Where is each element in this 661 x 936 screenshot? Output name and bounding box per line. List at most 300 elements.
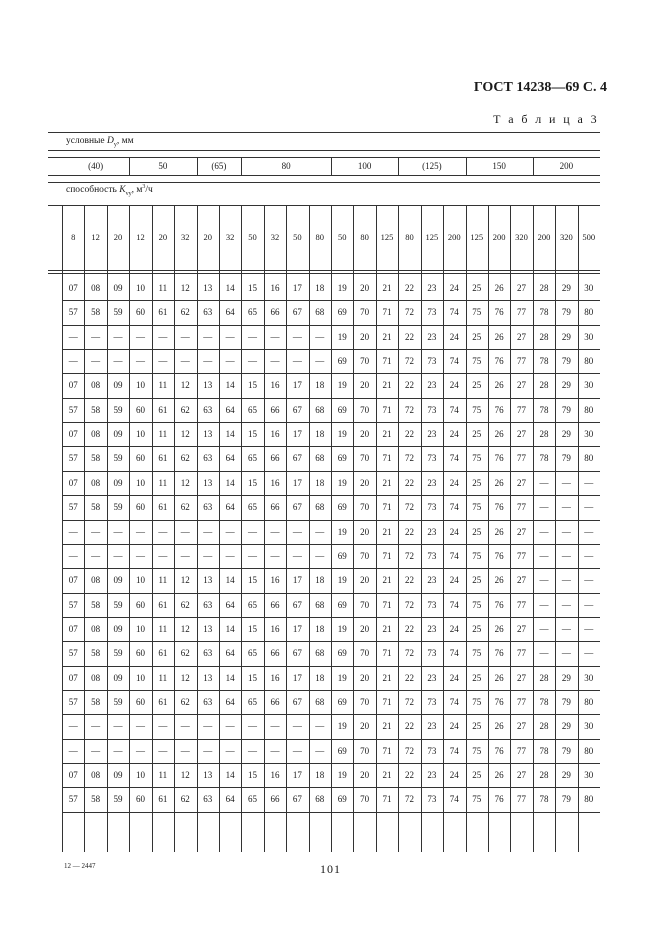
table-cell: — <box>539 550 549 561</box>
table-cell: — <box>158 745 168 756</box>
table-cell: 79 <box>561 696 571 707</box>
table-cell: 15 <box>248 575 258 586</box>
column-header: 12 <box>136 232 145 242</box>
table-cell: 07 <box>68 623 78 634</box>
table-cell: 27 <box>517 623 527 634</box>
table-cell: 25 <box>472 770 482 780</box>
table-cell: 15 <box>248 672 258 683</box>
table-cell: 78 <box>539 307 549 318</box>
table-cell: 65 <box>248 696 258 707</box>
column-header: 80 <box>360 232 369 242</box>
table-cell: — <box>180 745 190 756</box>
table-cell: 71 <box>382 599 392 610</box>
table-cell: 24 <box>449 380 459 391</box>
table-cell: 71 <box>382 307 392 318</box>
table-cell: 28 <box>539 770 549 780</box>
table-cell: 66 <box>270 502 280 513</box>
column-header: 50 <box>293 232 302 242</box>
table-cell: 77 <box>517 648 527 659</box>
table-cell: — <box>203 526 213 537</box>
table-cell: 11 <box>158 672 168 683</box>
table-cell: 25 <box>472 672 482 683</box>
table-cell: 12 <box>180 623 190 634</box>
table-cell: — <box>315 331 325 342</box>
column-header: 320 <box>515 232 528 242</box>
table-cell: 62 <box>180 696 190 707</box>
table-cell: 28 <box>539 672 549 683</box>
table-cell: 29 <box>561 283 571 293</box>
table-cell: 30 <box>584 283 594 293</box>
table-cell: 20 <box>360 477 370 488</box>
table-cell: 70 <box>360 745 370 756</box>
table-cell: 13 <box>203 770 213 780</box>
table-cell: 72 <box>404 550 414 561</box>
table-cell: 80 <box>584 794 594 805</box>
table-cell: 26 <box>494 526 504 537</box>
table-cell: 70 <box>360 307 370 318</box>
table-cell: 67 <box>292 307 302 318</box>
table-cell: 76 <box>494 599 504 610</box>
table-cell: — <box>315 526 325 537</box>
table-cell: 26 <box>494 477 504 488</box>
table-cell: — <box>584 526 594 537</box>
table-cell: 72 <box>404 307 414 318</box>
table-cell: 17 <box>292 283 302 293</box>
table-cell: 62 <box>180 307 190 318</box>
table-cell: 19 <box>337 526 347 537</box>
table-cell: 20 <box>360 623 370 634</box>
table-cell: — <box>91 745 101 756</box>
table-cell: 15 <box>248 770 258 780</box>
table-cell: 12 <box>180 283 190 293</box>
table-cell: 30 <box>584 721 594 732</box>
table-cell: — <box>561 648 571 659</box>
table-cell: 76 <box>494 794 504 805</box>
table-cell: — <box>180 331 190 342</box>
table-rule <box>48 182 600 183</box>
table-cell: 20 <box>360 721 370 732</box>
table-cell: 67 <box>292 502 302 513</box>
table-cell: — <box>91 721 101 732</box>
table-cell: 63 <box>203 599 213 610</box>
table-cell: — <box>292 526 302 537</box>
table-cell: — <box>135 721 145 732</box>
table-cell: 30 <box>584 770 594 780</box>
table-cell: 13 <box>203 672 213 683</box>
table-cell: 23 <box>427 477 437 488</box>
table-cell: 79 <box>561 307 571 318</box>
table-cell: 80 <box>584 356 594 367</box>
table-cell: — <box>158 356 168 367</box>
table-cell: 65 <box>248 404 258 415</box>
table-cell: 77 <box>517 404 527 415</box>
table-cell: 10 <box>135 623 145 634</box>
table-cell: 72 <box>404 745 414 756</box>
table-cell: 66 <box>270 307 280 318</box>
table-cell: 20 <box>360 770 370 780</box>
table-cell: 18 <box>315 429 325 440</box>
table-cell: — <box>113 356 123 367</box>
table-cell: 24 <box>449 721 459 732</box>
table-cell: 61 <box>158 307 168 318</box>
table-cell: — <box>315 745 325 756</box>
table-rule <box>48 157 600 158</box>
footer-code: 12 — 2447 <box>64 862 96 870</box>
table-cell: 62 <box>180 794 190 805</box>
table-cell: 23 <box>427 623 437 634</box>
table-cell: 74 <box>449 404 459 415</box>
table-cell: 16 <box>270 283 280 293</box>
table-cell: 76 <box>494 453 504 464</box>
column-header: 20 <box>113 232 123 242</box>
table-cell: — <box>561 526 571 537</box>
table-cell: 10 <box>135 477 145 488</box>
table-cell: 68 <box>315 794 325 805</box>
table-cell: — <box>68 745 78 756</box>
table-cell: 76 <box>494 550 504 561</box>
table-cell: 75 <box>472 356 482 367</box>
table-cell: 10 <box>135 672 145 683</box>
table-cell: 66 <box>270 404 280 415</box>
table-cell: 10 <box>135 770 145 780</box>
table-cell: — <box>561 477 571 488</box>
table-cell: 78 <box>539 794 549 805</box>
table-cell: 18 <box>315 477 325 488</box>
table-cell: 70 <box>360 356 370 367</box>
table-cell: 60 <box>135 502 145 513</box>
table-cell: 27 <box>517 429 527 440</box>
table-cell: 71 <box>382 550 392 561</box>
table-cell: 23 <box>427 283 437 293</box>
table-cell: 26 <box>494 623 504 634</box>
table-cell: 13 <box>203 477 213 488</box>
table-cell: — <box>292 550 302 561</box>
table-cell: — <box>561 575 571 586</box>
table-cell: 21 <box>382 770 392 780</box>
table-cell: 66 <box>270 696 280 707</box>
table-cell: 61 <box>158 599 168 610</box>
table-cell: 57 <box>68 307 78 318</box>
table-cell: 19 <box>337 331 347 342</box>
table-cell: — <box>292 721 302 732</box>
table-cell: — <box>561 599 571 610</box>
table-cell: — <box>539 526 549 537</box>
table-cell: 71 <box>382 696 392 707</box>
table-cell: 11 <box>158 623 168 634</box>
table-cell: 63 <box>203 794 213 805</box>
table-cell: — <box>584 502 594 513</box>
table-cell: 72 <box>404 356 414 367</box>
table-cell: 09 <box>113 380 123 391</box>
table-cell: 19 <box>337 477 347 488</box>
table-cell: 73 <box>427 794 437 805</box>
table-cell: — <box>584 575 594 586</box>
table-cell: — <box>91 526 101 537</box>
table-cell: — <box>180 526 190 537</box>
table-cell: 74 <box>449 356 459 367</box>
table-cell: 09 <box>113 672 123 683</box>
table-cell: 12 <box>180 575 190 586</box>
column-header: 200 <box>447 232 461 242</box>
table-cell: 10 <box>135 429 145 440</box>
table-cell: 73 <box>427 404 437 415</box>
table-cell: 23 <box>427 721 437 732</box>
table-cell: 11 <box>158 429 168 440</box>
table-cell: — <box>68 550 78 561</box>
table-cell: 75 <box>472 550 482 561</box>
table-cell: — <box>539 623 549 634</box>
column-header: 500 <box>582 232 596 242</box>
table-cell: 11 <box>158 477 168 488</box>
table-cell: 09 <box>113 623 123 634</box>
table-cell: 17 <box>292 770 302 780</box>
table-cell: — <box>225 331 235 342</box>
table-cell: 60 <box>135 404 145 415</box>
table-cell: 22 <box>404 672 414 683</box>
table-cell: 68 <box>315 599 325 610</box>
table-cell: 28 <box>539 380 549 391</box>
dn-group-label: 50 <box>158 161 168 171</box>
table-cell: 08 <box>91 477 101 488</box>
table-cell: — <box>248 745 258 756</box>
table-cell: 23 <box>427 429 437 440</box>
table-cell: 21 <box>382 623 392 634</box>
table-cell: — <box>68 331 78 342</box>
table-cell: 64 <box>225 502 235 513</box>
table-cell: 63 <box>203 453 213 464</box>
table-cell: 72 <box>404 648 414 659</box>
table-cell: 78 <box>539 356 549 367</box>
table-cell: 15 <box>248 429 258 440</box>
table-cell: 58 <box>91 648 101 659</box>
table-cell: — <box>158 550 168 561</box>
table-cell: 77 <box>517 794 527 805</box>
table-cell: 74 <box>449 599 459 610</box>
table-cell: 65 <box>248 307 258 318</box>
column-header: 50 <box>248 232 257 242</box>
table-cell: 19 <box>337 770 347 780</box>
table-cell: 29 <box>561 380 571 391</box>
table-cell: 18 <box>315 623 325 634</box>
table-cell: 28 <box>539 331 549 342</box>
table-cell: 67 <box>292 696 302 707</box>
table-cell: 08 <box>91 672 101 683</box>
table-cell: 69 <box>337 453 347 464</box>
table-cell: 58 <box>91 696 101 707</box>
table-cell: 71 <box>382 453 392 464</box>
table-cell: 59 <box>113 307 123 318</box>
column-header: 125 <box>380 232 394 242</box>
table-cell: 75 <box>472 404 482 415</box>
table-cell: 14 <box>225 283 235 293</box>
table-cell: 29 <box>561 721 571 732</box>
table-cell: 15 <box>248 380 258 391</box>
table-cell: — <box>315 356 325 367</box>
table-cell: 73 <box>427 599 437 610</box>
table-cell: 07 <box>68 477 78 488</box>
column-header: 125 <box>425 232 439 242</box>
table-cell: 24 <box>449 429 459 440</box>
label-dn-text: условные <box>66 136 105 146</box>
table-cell: — <box>135 526 145 537</box>
table-cell: 76 <box>494 502 504 513</box>
table-cell: 19 <box>337 283 347 293</box>
table-cell: 30 <box>584 672 594 683</box>
table-cell: 65 <box>248 648 258 659</box>
table-cell: 20 <box>360 429 370 440</box>
table-cell: — <box>68 721 78 732</box>
table-cell: 17 <box>292 672 302 683</box>
table-cell: 21 <box>382 672 392 683</box>
table-cell: 63 <box>203 696 213 707</box>
label-dn-symbol: D <box>107 136 114 146</box>
table-cell: — <box>561 623 571 634</box>
label-kv-unit: , м <box>131 185 143 196</box>
table-cell: 64 <box>225 599 235 610</box>
table-cell: 78 <box>539 745 549 756</box>
table-cell: 30 <box>584 429 594 440</box>
table-cell: 65 <box>248 599 258 610</box>
table-cell: 68 <box>315 404 325 415</box>
table-cell: 77 <box>517 745 527 756</box>
table-cell: 14 <box>225 429 235 440</box>
table-cell: 07 <box>68 429 78 440</box>
table-cell: 66 <box>270 794 280 805</box>
table-cell: 23 <box>427 770 437 780</box>
table-cell: 59 <box>113 599 123 610</box>
table-cell: 59 <box>113 696 123 707</box>
table-cell: 25 <box>472 380 482 391</box>
table-cell: — <box>292 745 302 756</box>
table-cell: 58 <box>91 599 101 610</box>
table-cell: 12 <box>180 672 190 683</box>
table-cell: — <box>270 356 280 367</box>
label-kv-text: способность <box>66 185 117 196</box>
table-cell: 07 <box>68 575 78 586</box>
table-cell: 24 <box>449 575 459 586</box>
table-cell: — <box>225 526 235 537</box>
table-cell: 66 <box>270 453 280 464</box>
table-cell: — <box>180 721 190 732</box>
table-cell: 22 <box>404 380 414 391</box>
table-cell: 63 <box>203 502 213 513</box>
table-cell: 20 <box>360 283 370 293</box>
table-cell: 57 <box>68 794 78 805</box>
table-cell: — <box>135 356 145 367</box>
table-cell: — <box>539 575 549 586</box>
table-cell: — <box>158 331 168 342</box>
table-cell: 30 <box>584 331 594 342</box>
table-cell: 78 <box>539 404 549 415</box>
table-cell: 11 <box>158 575 168 586</box>
table-cell: 73 <box>427 745 437 756</box>
table-cell: 21 <box>382 477 392 488</box>
table-cell: 73 <box>427 502 437 513</box>
table-cell: 21 <box>382 380 392 391</box>
table-cell: 69 <box>337 307 347 318</box>
table-cell: 22 <box>404 623 414 634</box>
table-cell: 61 <box>158 696 168 707</box>
table-cell: — <box>180 550 190 561</box>
table-cell: 75 <box>472 453 482 464</box>
table-cell: 74 <box>449 745 459 756</box>
table-cell: 26 <box>494 721 504 732</box>
table-cell: — <box>113 550 123 561</box>
table-cell: 59 <box>113 502 123 513</box>
column-header: 80 <box>315 232 325 242</box>
table-cell: 70 <box>360 599 370 610</box>
table-cell: 79 <box>561 453 571 464</box>
column-header: 200 <box>537 232 551 242</box>
table-cell: 61 <box>158 502 168 513</box>
table-cell: 73 <box>427 550 437 561</box>
table-cell: 23 <box>427 380 437 391</box>
table-cell: 22 <box>404 526 414 537</box>
table-cell: 69 <box>337 502 347 513</box>
table-cell: 73 <box>427 307 437 318</box>
table-cell: 72 <box>404 599 414 610</box>
table-cell: 18 <box>315 575 325 586</box>
column-header: 32 <box>181 232 190 242</box>
table-cell: 61 <box>158 794 168 805</box>
table-cell: 57 <box>68 502 78 513</box>
table-cell: 60 <box>135 599 145 610</box>
table-cell: 24 <box>449 283 459 293</box>
table-cell: 29 <box>561 331 571 342</box>
table-cell: 64 <box>225 307 235 318</box>
table-cell: — <box>113 721 123 732</box>
table-cell: 69 <box>337 745 347 756</box>
dn-group-label: (40) <box>88 161 104 171</box>
table-cell: 80 <box>584 453 594 464</box>
table-cell: 22 <box>404 770 414 780</box>
table-cell: — <box>584 550 594 561</box>
table-cell: — <box>584 477 594 488</box>
table-cell: 26 <box>494 380 504 391</box>
column-header: 125 <box>470 232 484 242</box>
table-cell: — <box>203 721 213 732</box>
table-cell: 60 <box>135 696 145 707</box>
table-cell: — <box>203 331 213 342</box>
table-cell: 28 <box>539 283 549 293</box>
table-cell: 57 <box>68 404 78 415</box>
table-cell: 71 <box>382 648 392 659</box>
table-cell: — <box>248 550 258 561</box>
table-cell: 70 <box>360 453 370 464</box>
label-kv-sub: vy <box>125 191 132 198</box>
table-cell: 26 <box>494 283 504 293</box>
table-cell: 68 <box>315 696 325 707</box>
table-cell: 77 <box>517 550 527 561</box>
table-cell: — <box>584 648 594 659</box>
table-title: Т а б л и ц а 3 <box>493 112 599 126</box>
table-cell: 10 <box>135 380 145 391</box>
table-cell: 58 <box>91 502 101 513</box>
table-cell: 29 <box>561 770 571 780</box>
table-cell: 13 <box>203 575 213 586</box>
table-cell: — <box>113 526 123 537</box>
table-cell: 61 <box>158 648 168 659</box>
table-rule <box>48 273 600 274</box>
table-cell: 63 <box>203 648 213 659</box>
table-cell: — <box>225 550 235 561</box>
table-cell: — <box>539 599 549 610</box>
table-cell: 63 <box>203 404 213 415</box>
table-cell: 16 <box>270 380 280 391</box>
table-cell: 27 <box>517 283 527 293</box>
table-cell: 27 <box>517 380 527 391</box>
table-cell: 21 <box>382 283 392 293</box>
